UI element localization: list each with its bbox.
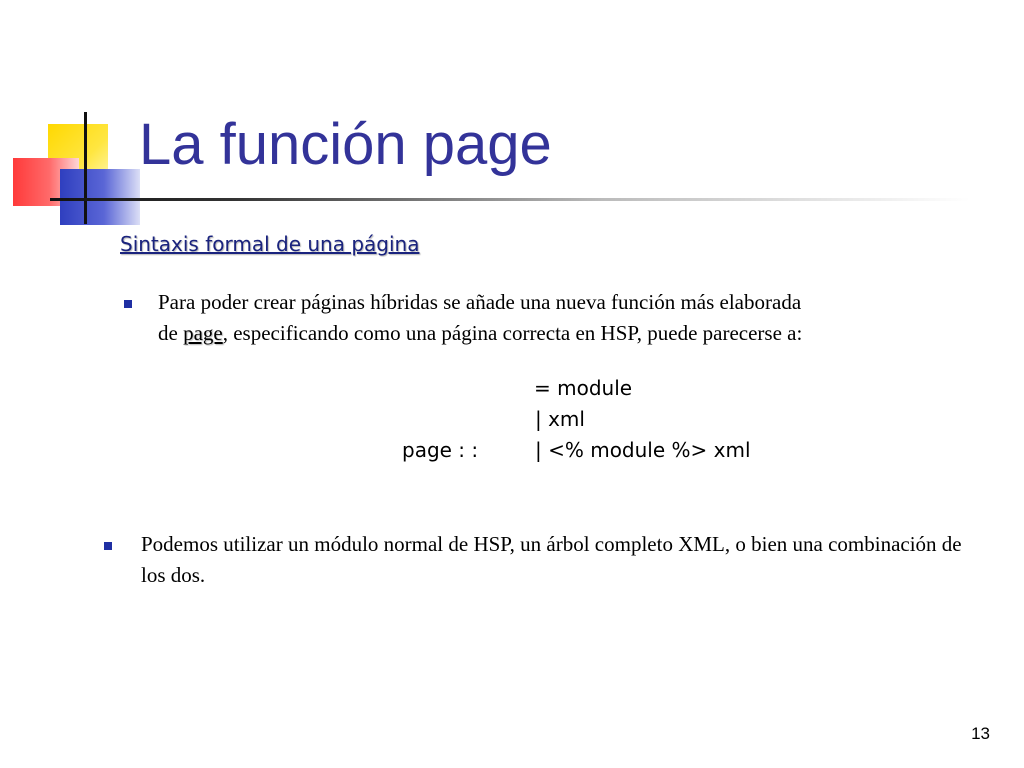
slide-title: La función page <box>139 112 552 177</box>
page-keyword: page <box>183 321 223 345</box>
bullet-square-icon <box>104 542 112 550</box>
grammar-lhs: page : : <box>402 438 485 462</box>
page-number: 13 <box>971 724 990 743</box>
blue-square <box>60 169 140 225</box>
bullet-1-suffix: , especificando como una página correcta en HSP, puede parecerse a: <box>222 321 803 345</box>
bullet-paragraph-2: Podemos utilizar un módulo normal de HSP, un árbol completo XML, o bien una combinación de los dos. <box>141 532 962 587</box>
bullet-1-line-1: Para poder crear páginas híbridas se añade una nueva función más elaborada <box>158 290 802 314</box>
title-underline-rule <box>50 198 970 201</box>
grammar-alternative-xml: | xml <box>535 407 585 431</box>
grammar-rule: = module <box>534 376 633 400</box>
grammar-alternative-module-xml: | <% module %> xml <box>535 438 751 462</box>
vertical-rule <box>84 112 87 224</box>
section-subtitle: Sintaxis formal de una página <box>120 232 420 256</box>
bullet-1-prefix: de <box>158 321 184 345</box>
bullet-square-icon <box>124 300 132 308</box>
bullet-paragraph-1 <box>158 287 968 349</box>
